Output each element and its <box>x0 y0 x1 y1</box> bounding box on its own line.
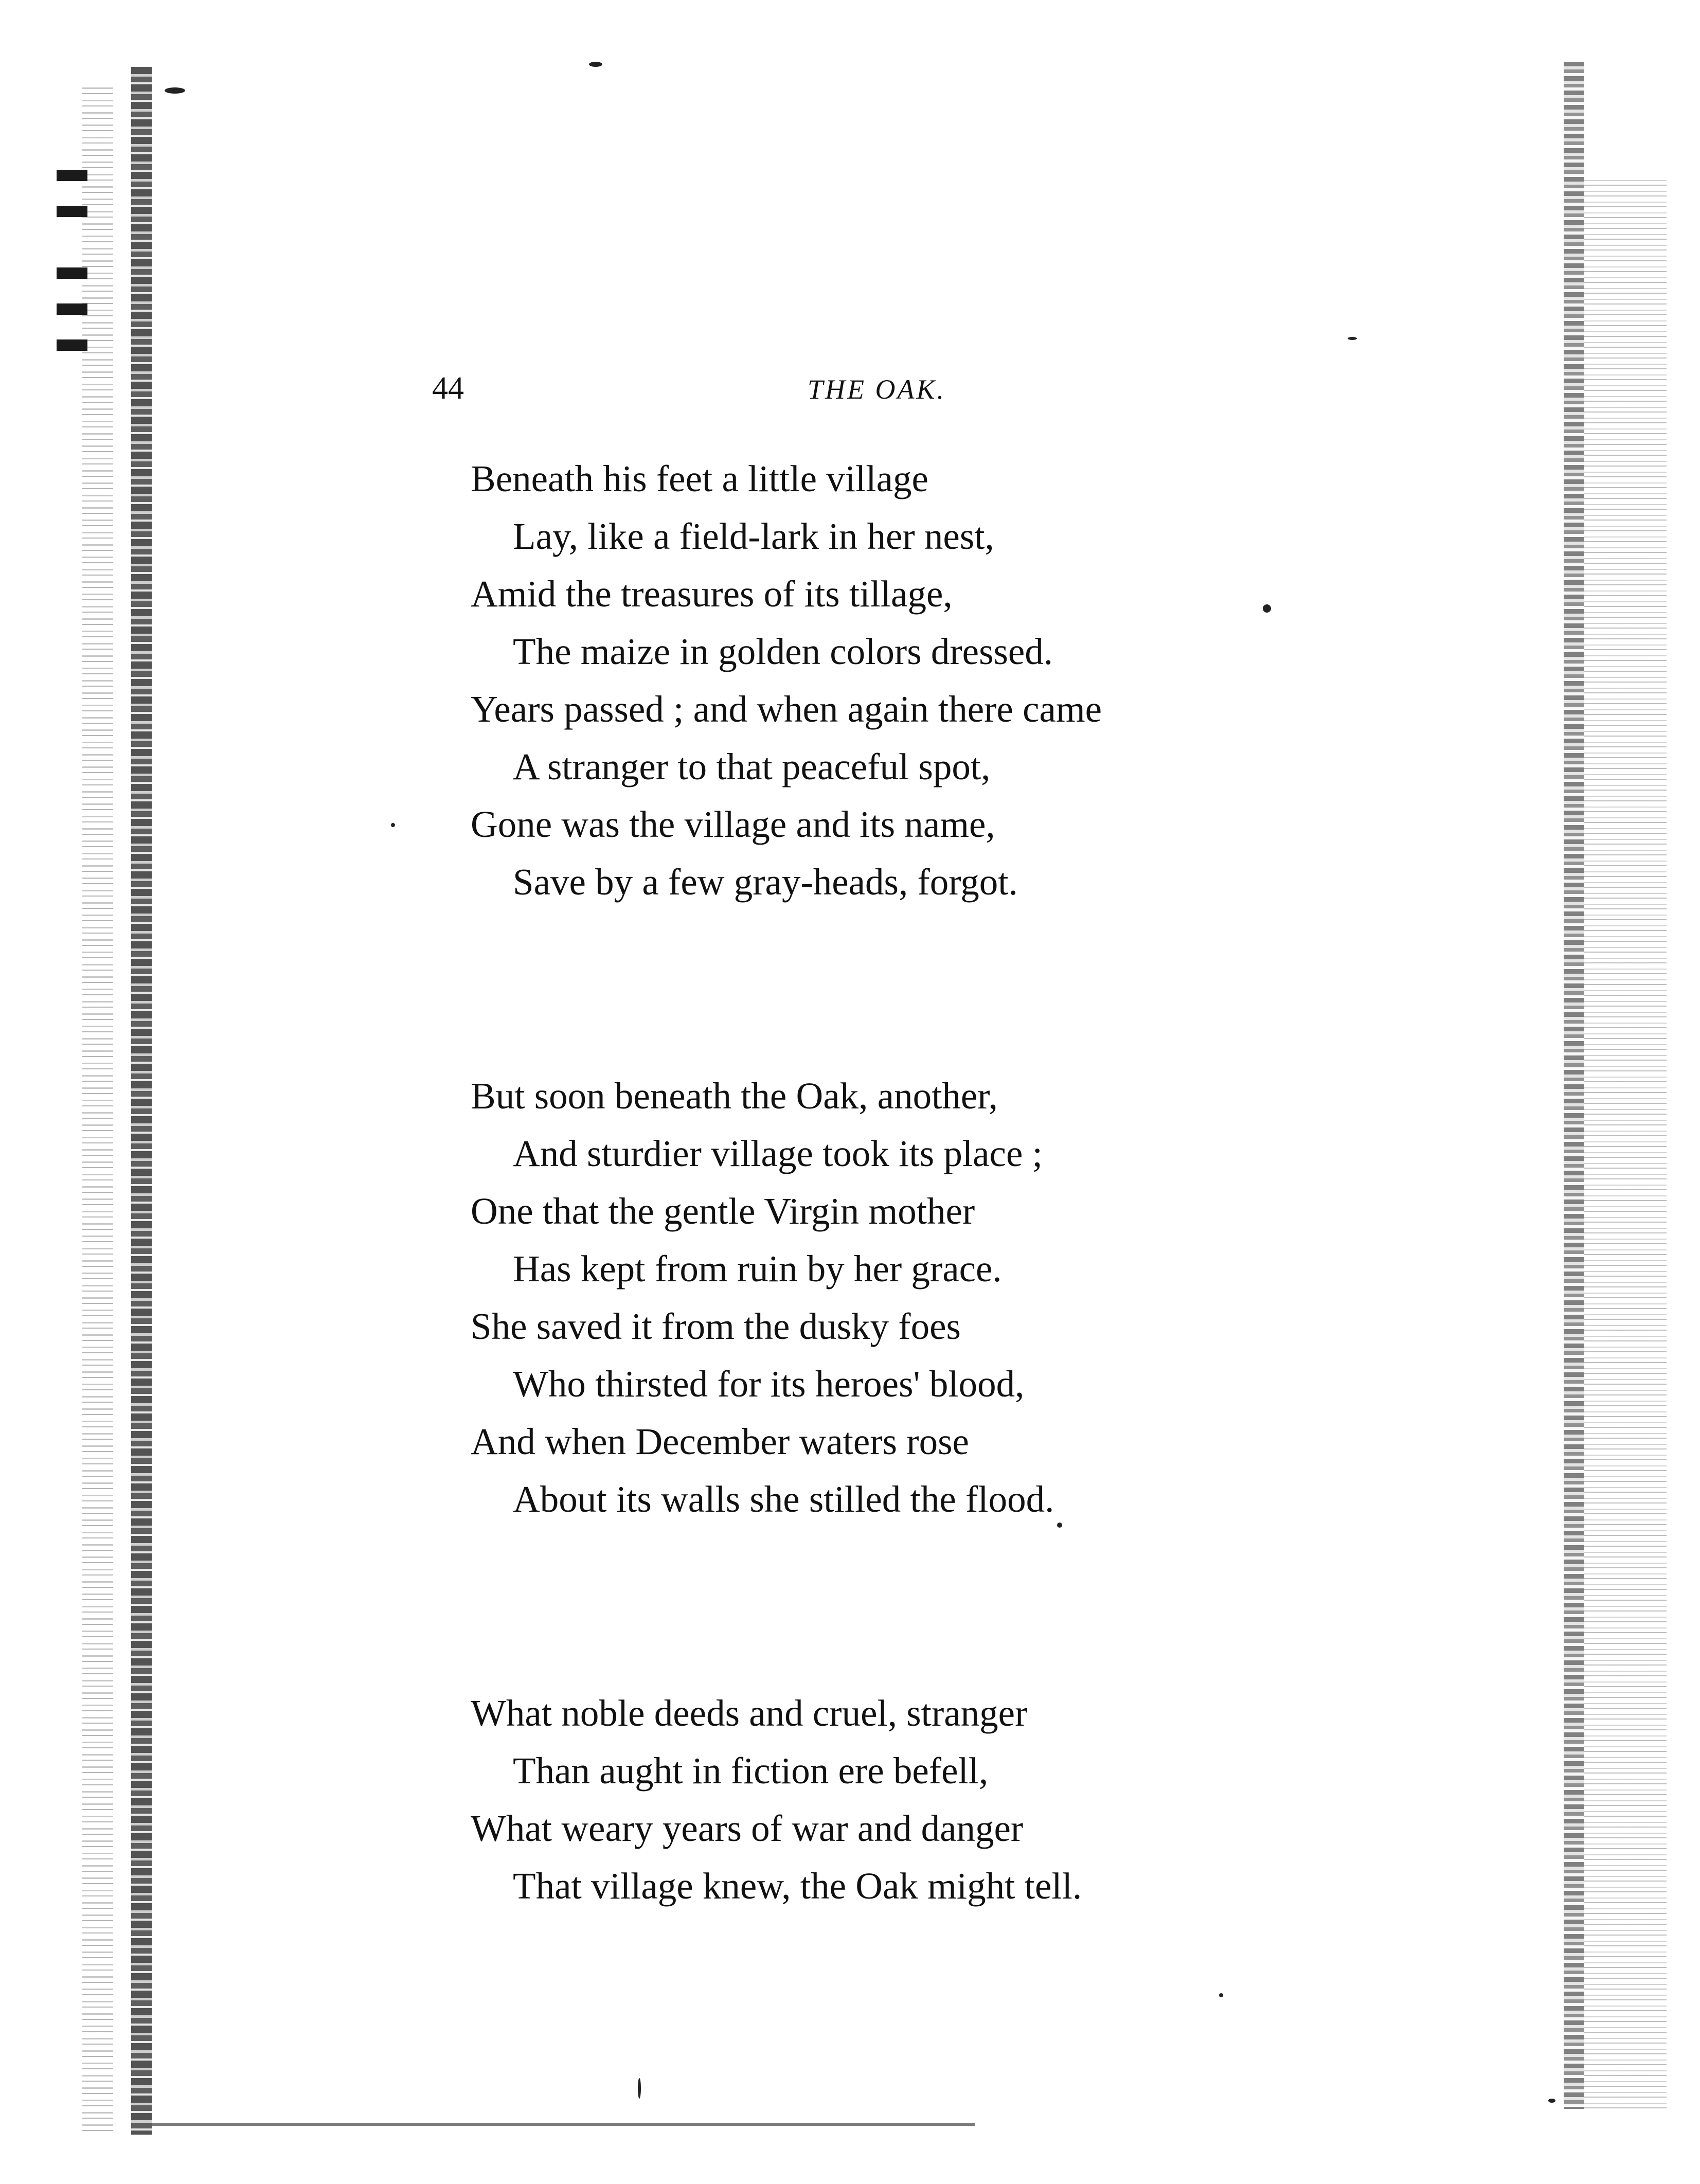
poem-line: What weary years of war and danger <box>471 1807 1024 1849</box>
poem-line: Than aught in fiction ere befell, <box>513 1750 989 1792</box>
poem-line: What noble deeds and cruel, stranger <box>471 1692 1028 1734</box>
poem-line: Has kept from ruin by her grace. <box>513 1248 1002 1290</box>
scan-speck <box>1263 604 1271 613</box>
page-header <box>432 368 972 424</box>
poem-line: That village knew, the Oak might tell. <box>513 1865 1082 1907</box>
stanza-1 <box>471 450 1474 911</box>
left-edge-marks <box>57 170 93 427</box>
page-number: 44 <box>432 371 464 406</box>
scan-speck <box>1548 2099 1555 2103</box>
scan-speck <box>391 823 395 827</box>
poem-line: And when December waters rose <box>471 1421 969 1462</box>
stanza-3 <box>471 1685 1474 1915</box>
poem-line: Lay, like a field-lark in her nest, <box>513 515 994 557</box>
poem-line: Gone was the village and its name, <box>471 803 995 845</box>
poem-line: But soon beneath the Oak, another, <box>471 1075 998 1117</box>
poem-line: And sturdier village took its place ; <box>513 1133 1043 1174</box>
scan-speck <box>589 62 602 67</box>
poem-line: Save by a few gray-heads, forgot. <box>513 861 1018 903</box>
scan-speck <box>638 2078 641 2099</box>
scan-speck <box>1348 337 1357 340</box>
poem-line: Beneath his feet a little village <box>471 458 928 499</box>
poem-line: Who thirsted for its heroes' blood, <box>513 1363 1025 1405</box>
left-page-edge <box>131 67 152 2135</box>
poem-line: A stranger to that peaceful spot, <box>513 746 991 787</box>
poem-line: The maize in golden colors dressed. <box>513 631 1053 672</box>
running-title: THE OAK. <box>808 374 946 405</box>
poem-line: Years passed ; and when again there came <box>471 688 1102 730</box>
bottom-edge-line <box>152 2123 975 2126</box>
right-edge-noise <box>1584 180 1667 2109</box>
stanza-2 <box>471 1067 1474 1528</box>
scan-speck <box>1219 1993 1223 1997</box>
poem-line: About its walls she stilled the flood. <box>513 1478 1054 1520</box>
poem-line: Amid the treasures of its tillage, <box>471 573 953 615</box>
poem-body <box>471 450 1474 1915</box>
right-page-edge <box>1564 62 1584 2109</box>
poem-line: She saved it from the dusky foes <box>471 1305 961 1347</box>
scan-speck <box>1057 1523 1062 1528</box>
scan-speck <box>165 87 185 94</box>
poem-line: One that the gentle Virgin mother <box>471 1190 975 1232</box>
